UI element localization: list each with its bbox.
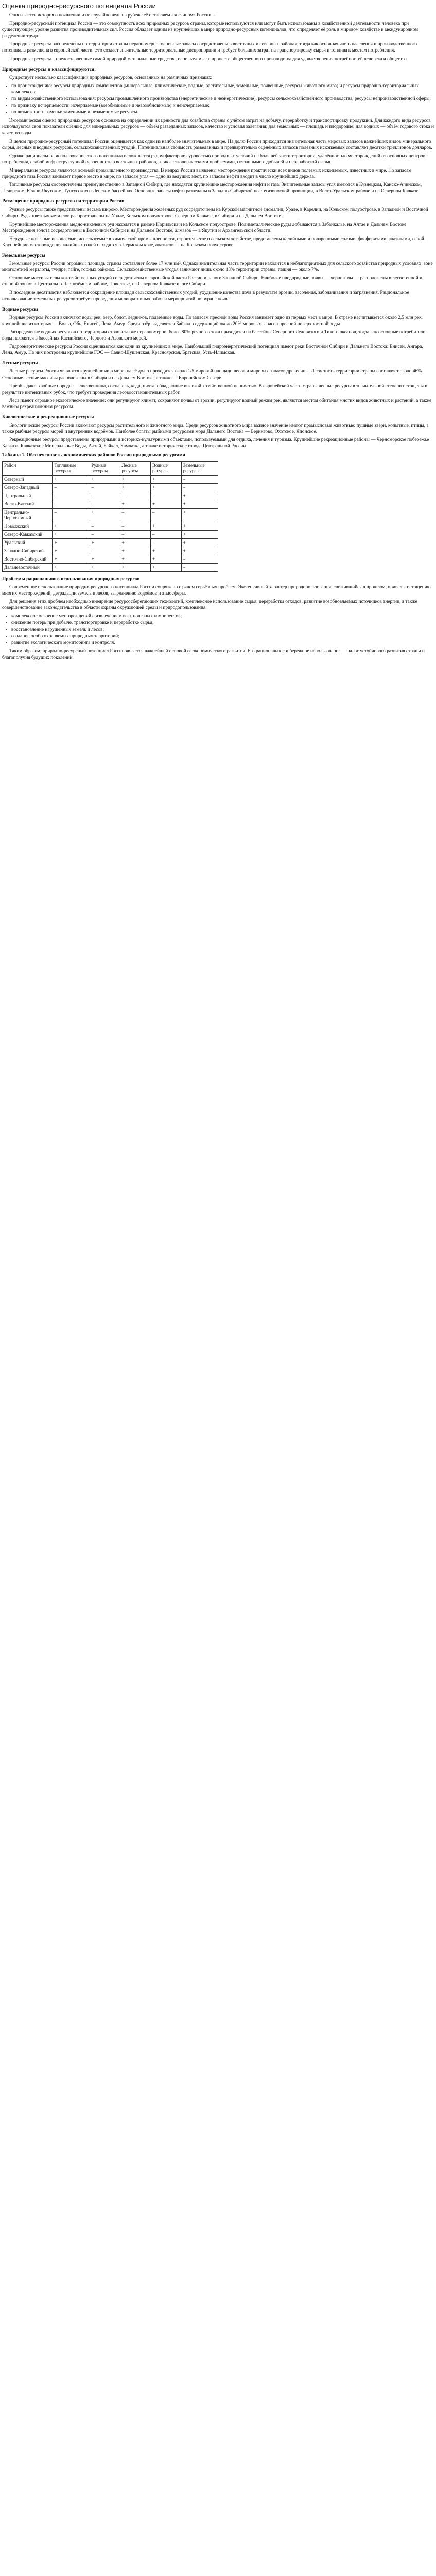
resource-table-block — [2, 452, 434, 571]
section-classification — [2, 66, 434, 195]
section-heading: Лесные ресурсы — [2, 361, 38, 366]
resource-table — [2, 461, 218, 572]
table-row — [3, 530, 218, 538]
body-paragraph: Биологические ресурсы России включают ресурсы растительного и животного мира. Среди ресурсов животного мира важное значение имеют промысловые животные: пушные звери, копытные, птицы, а также рыбные ресурсы морей и внутренних водоёмов. Наиболее богаты рыбными ресурсами моря Дальнего Востока — Берингово, Охотское, Японское. — [2, 423, 429, 435]
body-paragraph: Современное использование природно-ресурсного потенциала России сопряжено с рядом серьёзных проблем. Экстенсивный характер природопользования, сложившийся в прошлом, привёл к истощению многих месторождений, деградации земель и лесов, загрязнению водоёмов и атмосферы. — [2, 584, 431, 596]
section-water — [2, 307, 434, 357]
table-cell: + — [90, 508, 120, 522]
table-cell: – — [53, 508, 90, 522]
body-paragraph: Рудные ресурсы также представлены весьма широко. Месторождения железных руд сосредоточены на Курской магнитной аномалии, Урале, в Карелии, на Кольском полуострове, в Западной и Восточной Сибири. Руды цветных металлов распространены на Урале, Кольском полуострове, Северном Кавказе, в Сибири и на Дальнем Востоке. — [2, 207, 428, 219]
list-item: • по происхождению: ресурсы природных компонентов (минеральные, климатические, водные, растительные, земельные, почвенные, ресурсы животного мира) и ресурсы природно-территориальных комплексов; — [11, 83, 434, 95]
table-cell: + — [150, 547, 181, 555]
table-cell: + — [181, 508, 218, 522]
closing-paragraph: Таким образом, природно-ресурсный потенциал России является важнейшей основой её экономического развития. Его рациональное и бережное использование — залог устойчивого развития страны и благополучия будущих поколений. — [2, 649, 425, 660]
table-body — [3, 475, 218, 571]
table-cell: – — [90, 483, 120, 492]
list-item: • комплексное освоение месторождений с извлечением всех полезных компонентов; — [11, 613, 434, 619]
table-cell: – — [90, 547, 120, 555]
table-cell: + — [90, 563, 120, 571]
table-cell: Центральный — [3, 492, 53, 500]
intro-paragraph: Природные ресурсы распределены по территории страны неравномерно: основные запасы сосредоточены в восточных и северных районах, тогда как основная часть населения и производственного потенциала размещена в европейской части. Это создаёт значительные территориальные диспропорции и требует больших затрат на транспортировку сырья и топлива к местам потребления. — [2, 42, 417, 54]
table-cell: + — [150, 555, 181, 563]
body-paragraph: Рекреационные ресурсы представлены природными и историко-культурными объектами, используемыми для отдыха, лечения и туризма. Крупнейшие рекреационные районы — Черноморское побережье Кавказа, Кавказские Минеральные Воды, Алтай, Байкал, Камчатка, а также исторические города Центральной России. — [2, 437, 429, 449]
table-row — [3, 483, 218, 492]
table-cell: + — [120, 500, 150, 508]
table-cell: + — [181, 522, 218, 530]
body-paragraph: Топливные ресурсы сосредоточены преимущественно в Западной Сибири, где находятся крупнейшие месторождения нефти и газа. Значительные запасы угля имеются в Кузнецком, Канско-Ачинском, Печорском, Южно-Якутском, Тунгусском и Ленском бассейнах. Основные запасы нефти разведаны в Западно-Сибирской нефтегазоносной провинции, в Волго-Уральском районе и на Северном Кавказе. — [2, 182, 422, 194]
bullet-list — [2, 83, 434, 115]
section-heading: Земельные ресурсы — [2, 253, 46, 258]
list-item: • развитие экологического мониторинга и контроля. — [11, 640, 434, 646]
table-cell: Поволжский — [3, 522, 53, 530]
section-heading: Проблемы рационального использования природных ресурсов — [2, 576, 140, 582]
table-cell: Западно-Сибирский — [3, 547, 53, 555]
list-item: • по признаку исчерпаемости: исчерпаемые (возобновимые и невозобновимые) и неисчерпаемые; — [11, 103, 434, 109]
table-cell: – — [181, 483, 218, 492]
table-cell: – — [120, 522, 150, 530]
section-heading: Биологические и рекреационные ресурсы — [2, 414, 94, 420]
table-cell: – — [90, 522, 120, 530]
table-row — [3, 538, 218, 547]
list-item: • по видам хозяйственного использования: ресурсы промышленного производства (энергетические и неэнергетические), ресурсы сельскохозяйственного производства, ресурсы непроизводственной сферы; — [11, 96, 434, 102]
table-cell: + — [181, 547, 218, 555]
table-cell: + — [53, 547, 90, 555]
column-header: Топливные ресурсы — [53, 461, 90, 475]
list-item: • снижение потерь при добыче, транспортировке и переработке сырья; — [11, 620, 434, 626]
table-cell: Северо-Западный — [3, 483, 53, 492]
table-cell: Уральский — [3, 538, 53, 547]
table-cell: + — [90, 538, 120, 547]
table-cell: – — [53, 483, 90, 492]
table-cell: + — [53, 555, 90, 563]
table-cell: + — [181, 500, 218, 508]
table-cell: + — [120, 538, 150, 547]
intro-paragraph: Описывается история о появлении и не случайно ведь на рубеже её оставляем «хозяином» России... — [9, 13, 215, 18]
body-paragraph: Экономическая оценка природных ресурсов основана на определении их ценности для хозяйства страны с учётом затрат на добычу, переработку и транспортировку продукции. Для каждого вида ресурсов используются свои показатели оценки: для минеральных ресурсов — объём разведанных запасов, качество и условия залегания; для земельных — площадь и плодородие; для водных — объём годового стока и качество воды. — [2, 118, 434, 136]
table-cell: + — [150, 483, 181, 492]
table-row — [3, 508, 218, 522]
list-item: • по возможности замены: заменимые и незаменимые ресурсы. — [11, 109, 434, 115]
table-row — [3, 492, 218, 500]
list-item: • восстановление нарушенных земель и лесов; — [11, 626, 434, 633]
table-cell: + — [181, 538, 218, 547]
table-row — [3, 475, 218, 483]
body-paragraph: Леса имеют огромное экологическое значение: они регулируют климат, сохраняют почвы от эрозии, регулируют водный режим рек, являются местом обитания многих видов животных и растений, а также важным рекреационным ресурсом. — [2, 398, 432, 410]
intro-paragraph: Природно-ресурсный потенциал России — это совокупность всех природных ресурсов страны, которые используются или могут быть использованы в хозяйственной деятельности человека при существующем уровне развития производительных сил. Россия обладает одним из крупнейших в мире природно-ресурсных потенциалов, что определяет её роль в мировом хозяйстве и международном разделении труда. — [2, 21, 418, 39]
table-cell: + — [150, 563, 181, 571]
body-paragraph: Однако рациональное использование этого потенциала осложняется рядом факторов: суровостью природных условий на большей части территории, удалённостью месторождений от основных центров потребления, слабой инфраструктурной освоенностью восточных районов, а также экологическими проблемами, связанными с добычей и переработкой сырья. — [2, 153, 425, 165]
column-header: Земельные ресурсы — [181, 461, 218, 475]
table-cell: + — [90, 555, 120, 563]
section-biological — [2, 414, 434, 449]
table-row — [3, 547, 218, 555]
table-cell: – — [120, 508, 150, 522]
table-cell: – — [150, 508, 181, 522]
table-cell: + — [181, 492, 218, 500]
table-cell: – — [53, 500, 90, 508]
table-cell: + — [120, 475, 150, 483]
table-cell: – — [150, 538, 181, 547]
bullet-list — [2, 613, 434, 646]
table-cell: – — [181, 563, 218, 571]
table-cell: + — [120, 563, 150, 571]
table-cell: + — [150, 500, 181, 508]
document-page — [0, 0, 436, 668]
section-land — [2, 252, 434, 302]
intro-paragraph: Природные ресурсы – предоставленные самой природой материальные средства, используемые в процессе общественного производства для удовлетворения потребностей человека и общества. — [9, 56, 408, 62]
table-cell: Волго-Вятский — [3, 500, 53, 508]
table-cell: – — [181, 555, 218, 563]
table-row — [3, 500, 218, 508]
section-heading: Природные ресурсы и классифицируются: — [2, 66, 96, 72]
table-cell: Северный — [3, 475, 53, 483]
table-row — [3, 522, 218, 530]
body-paragraph: Крупнейшие месторождения медно-никелевых руд находятся в районе Норильска и на Кольском полуострове. Полиметаллические руды добываются в Забайкалье, на Алтае и Дальнем Востоке. Месторождения золота сосредоточены в Восточной Сибири и на Дальнем Востоке, алмазов — в Якутии и Архангельской области. — [2, 222, 408, 233]
body-paragraph: Минеральные ресурсы являются основой промышленного производства. В недрах России выявлены месторождения практически всех видов полезных ископаемых, известных в мире. По запасам природного газа Россия занимает первое место в мире, по запасам угля — одно из ведущих мест, по запасам нефти входит в число крупнейших держав. — [2, 167, 412, 180]
body-paragraph: Земельные ресурсы России огромны: площадь страны составляет более 17 млн км². Однако значительная часть территории находится в неблагоприятных для сельского хозяйства природных условиях: зоне многолетней мерзлоты, тундре, тайге, горных районах. Сельскохозяйственные угодья занимают лишь около 13% территории страны, пашня — около 7%. — [2, 261, 433, 273]
body-paragraph: Нерудные полезные ископаемые, используемые в химической промышленности, строительстве и сельском хозяйстве, представлены калийными и поваренными солями, фосфоритами, апатитами, серой. Крупнейшие месторождения калийных солей находятся в Пермском крае, апатитов — на Кольском полуострове. — [2, 236, 426, 248]
section-problems — [2, 576, 434, 661]
table-cell: – — [90, 530, 120, 538]
table-header-row — [3, 461, 218, 475]
table-cell: Дальневосточный — [3, 563, 53, 571]
table-cell: Восточно-Сибирский — [3, 555, 53, 563]
intro-section — [2, 12, 434, 62]
table-cell: + — [120, 555, 150, 563]
table-cell: + — [53, 475, 90, 483]
table-row — [3, 555, 218, 563]
table-cell: – — [150, 530, 181, 538]
body-paragraph: Лесные ресурсы России являются крупнейшими в мире: на её долю приходится около 1/5 мировой площади лесов и мировых запасов древесины. Лесистость территории страны составляет около 46%. Основные лесные массивы расположены в Сибири и на Дальнем Востоке, а также на Европейском Севере. — [2, 369, 423, 381]
table-cell: + — [150, 522, 181, 530]
body-paragraph: В последние десятилетия наблюдается сокращение площади сельскохозяйственных угодий, ухудшение качества почв в результате эрозии, засоления, заболачивания и загрязнения. Рациональное использование земельных ресурсов требует проведения мелиоративных работ и мероприятий по охране почв. — [2, 290, 409, 302]
table-cell: – — [90, 500, 120, 508]
list-item: • создание особо охраняемых природных территорий; — [11, 633, 434, 639]
column-header: Лесные ресурсы — [120, 461, 150, 475]
body-paragraph: Существует несколько классификаций природных ресурсов, основанных на различных признаках: — [9, 75, 213, 80]
table-caption: Таблица 1. Обеспеченность экономических районов России природными ресурсами — [2, 453, 185, 459]
column-header: Водные ресурсы — [150, 461, 181, 475]
body-paragraph: Основные массивы сельскохозяйственных угодий сосредоточены в европейской части России и на юге Западной Сибири. Наиболее плодородные почвы — чернозёмы — расположены в лесостепной и степной зонах: в Центрально-Чернозёмном районе, Поволжье, на Северном Кавказе и юге Сибири. — [2, 276, 422, 287]
table-cell: + — [53, 563, 90, 571]
table-cell: + — [90, 475, 120, 483]
section-heading: Размещение природных ресурсов на территории России — [2, 199, 125, 205]
body-paragraph: Распределение водных ресурсов по территории страны также неравномерно: более 80% речного стока приходится на бассейны Северного Ледовитого и Тихого океанов, тогда как основные потребители воды находятся в бассейнах Каспийского, Чёрного и Азовского морей. — [2, 329, 426, 342]
table-cell: – — [120, 492, 150, 500]
table-cell: + — [150, 475, 181, 483]
table-cell: + — [120, 483, 150, 492]
section-placement — [2, 198, 434, 248]
table-cell: + — [53, 538, 90, 547]
page-title: Оценка природно-ресурсного потенциала России — [2, 2, 156, 10]
table-cell: – — [181, 475, 218, 483]
table-cell: + — [181, 530, 218, 538]
table-row — [3, 563, 218, 571]
table-cell: Северо-Кавказский — [3, 530, 53, 538]
column-header: Район — [3, 461, 53, 475]
table-cell: – — [90, 492, 120, 500]
body-paragraph: Гидроэнергетические ресурсы России оцениваются как одни из крупнейших в мире. Наибольший гидроэнергетический потенциал имеют реки Восточной Сибири и Дальнего Востока: Енисей, Ангара, Лена, Амур. На них построены крупнейшие ГЭС — Саяно-Шушенская, Красноярская, Братская, Усть-Илимская. — [2, 344, 423, 356]
table-cell: + — [120, 547, 150, 555]
table-cell: – — [150, 492, 181, 500]
body-paragraph: Для решения этих проблем необходимо внедрение ресурсосберегающих технологий, комплексное использование сырья, переработка отходов, развитие возобновляемых источников энергии, а также совершенствование законодательства в области охраны окружающей среды и природопользования. — [2, 599, 417, 611]
table-cell: – — [120, 530, 150, 538]
section-heading: Водные ресурсы — [2, 307, 38, 312]
section-forest — [2, 360, 434, 410]
body-paragraph: Водные ресурсы России включают воды рек, озёр, болот, ледников, подземные воды. По запасам пресной воды Россия занимает одно из первых мест в мире. В стране насчитывается около 2,5 млн рек, крупнейшие из которых — Волга, Обь, Енисей, Лена, Амур. Среди озёр выделяется Байкал, содержащий около 20% мировых запасов пресной поверхностной воды. — [2, 315, 423, 327]
table-cell: – — [53, 492, 90, 500]
column-header: Рудные ресурсы — [90, 461, 120, 475]
body-paragraph: Преобладают хвойные породы — лиственница, сосна, ель, кедр, пихта, обладающие высокой хозяйственной ценностью. В европейской части страны лесные ресурсы в значительной степени истощены в результате интенсивных рубок, что требует проведения лесовосстановительных работ. — [2, 383, 427, 395]
table-cell: + — [53, 522, 90, 530]
table-cell: + — [53, 530, 90, 538]
body-paragraph: В целом природно-ресурсный потенциал России оценивается как один из наиболее значительных в мире. На долю России приходится значительная часть мировых запасов важнейших видов минерального сырья, лесных и водных ресурсов, сельскохозяйственных угодий. Потенциальная стоимость разведанных и предварительно оценённых запасов полезных ископаемых составляет десятки триллионов долларов. — [2, 139, 432, 150]
table-cell: Центрально-Чернозёмный — [3, 508, 53, 522]
